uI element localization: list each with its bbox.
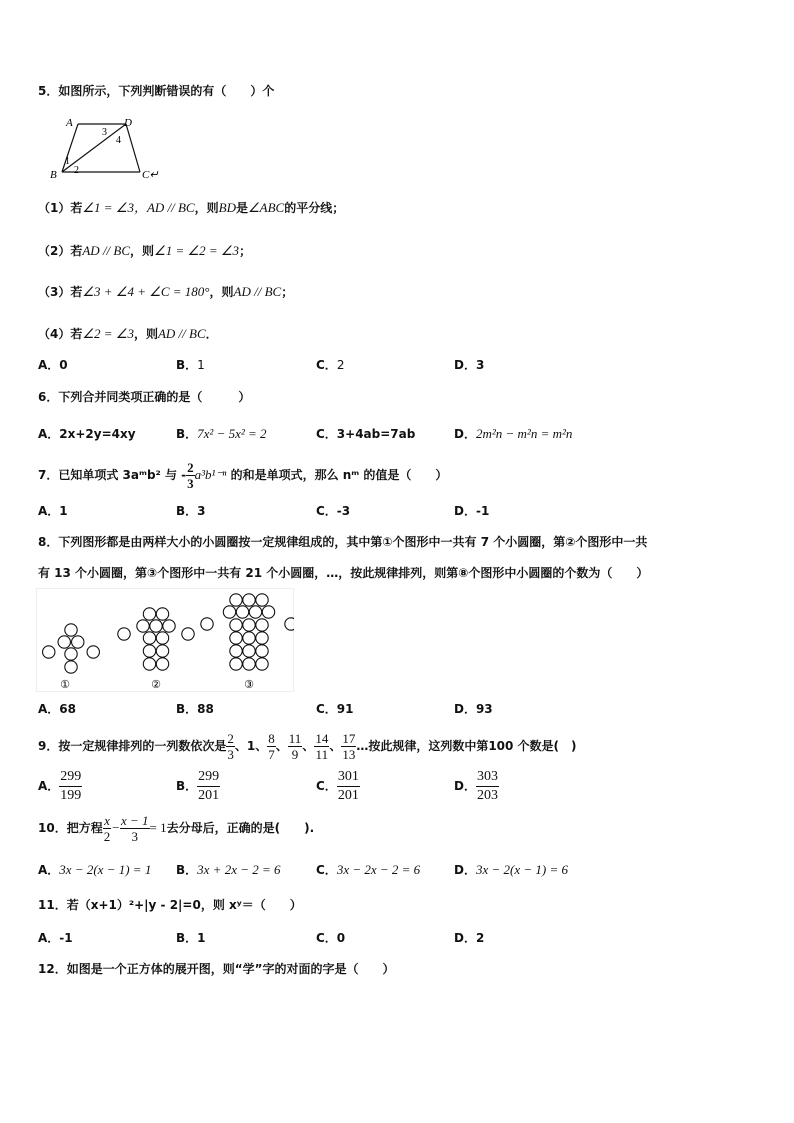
angle-3: 3 (102, 127, 107, 138)
q5-statement-1: （1）若∠1 = ∠3，AD // BC，则BD是∠ABC的平分线； (38, 200, 345, 215)
small-circle (43, 646, 55, 658)
small-circle (58, 636, 70, 648)
q7-option-d[interactable]: D．-1 (454, 504, 490, 518)
q10-option-c[interactable]: C．3x − 2x − 2 = 6 (316, 862, 421, 877)
q8-option-d[interactable]: D．93 (454, 702, 493, 716)
small-circle (230, 658, 242, 670)
figure-label-3: ③ (244, 679, 254, 691)
small-circle (143, 632, 155, 644)
q6-option-b[interactable]: B．7x² − 5x² = 2 (176, 426, 267, 441)
q7-option-b[interactable]: B．3 (176, 504, 206, 518)
q9-term-fraction: $\frac{17}{13}$ (342, 731, 356, 762)
small-circle (118, 628, 130, 640)
small-circle (201, 618, 213, 630)
q5-option-b[interactable]: B．1 (176, 358, 205, 372)
q9-separator: 、 (329, 739, 342, 753)
small-circle (230, 594, 242, 606)
q8-stem-line2: 有 13 个小圆圈，第③个图形中一共有 21 个小圆圈，…，按此规律排列，则第⑧个图形中小圆圈的个数为（ ） (38, 566, 649, 580)
q5-statement-2: （2）若AD // BC，则∠1 = ∠2 = ∠3； (38, 243, 252, 258)
small-circle (150, 620, 162, 632)
small-circle (65, 624, 77, 636)
q8-stem-line1: 8．下列图形都是由两样大小的小圆圈按一定规律组成的，其中第①个图形中一共有 7 个小圆圈，第②个图形中一共 (38, 535, 648, 549)
small-circle (243, 619, 255, 631)
label-C: C↵ (142, 169, 159, 181)
figure-label-1: ① (60, 679, 70, 691)
small-circle (163, 620, 175, 632)
q10-stem: 10．把方程 $\frac{x}{2}$ − $\frac{x - 1}{3}$ = 1去分母后，正确的是( ). (38, 813, 315, 844)
small-circle (230, 619, 242, 631)
q5-statement-4: （4）若∠2 = ∠3，则AD // BC． (38, 326, 218, 341)
small-circle (65, 661, 77, 673)
q9-option-c[interactable]: C． $\frac{301}{201}$ (316, 769, 359, 803)
q8-option-b[interactable]: B．88 (176, 702, 214, 716)
q11-option-b[interactable]: B．1 (176, 931, 206, 945)
small-circle (243, 594, 255, 606)
small-circle (156, 658, 168, 670)
q10-option-a[interactable]: A．3x − 2(x − 1) = 1 (38, 862, 152, 877)
angle-4: 4 (116, 135, 121, 146)
small-circle (65, 648, 77, 660)
small-circle (243, 645, 255, 657)
small-circle (223, 606, 235, 618)
q11-stem: 11．若（x+1）²+|y - 2|=0，则 xʸ＝（ ） (38, 898, 302, 912)
q5-statement-3: （3）若∠3 + ∠4 + ∠C = 180°，则AD // BC； (38, 284, 294, 299)
q11-option-d[interactable]: D．2 (454, 931, 485, 945)
small-circle (256, 658, 268, 670)
q7-stem: 7．已知单项式 3aᵐb² 与 - $\frac{2}{3}$ a³b¹⁻ⁿ 的和是单项式，那么 nᵐ 的值是（ ） (38, 460, 448, 491)
small-circle (230, 632, 242, 644)
q9-option-d[interactable]: D． $\frac{303}{203}$ (454, 769, 498, 803)
q9-term-fraction: $\frac{11}{9}$ (288, 731, 302, 762)
q9-term: 1 (246, 739, 256, 753)
label-D: D (124, 117, 132, 129)
q9-separator: 、 (234, 739, 247, 753)
small-circle (156, 645, 168, 657)
q10-option-d[interactable]: D．3x − 2(x − 1) = 6 (454, 862, 568, 877)
q6-option-d[interactable]: D．2m²n − m²n = m²n (454, 426, 573, 441)
angle-2: 2 (74, 165, 79, 176)
q9-option-b[interactable]: B． $\frac{299}{201}$ (176, 769, 220, 803)
q9-sequence (226, 731, 356, 762)
small-circle (143, 658, 155, 670)
q5-option-a[interactable]: A．0 (38, 358, 68, 372)
q5-option-c[interactable]: C．2 (316, 358, 345, 372)
q7-option-a[interactable]: A．1 (38, 504, 68, 518)
small-circle (137, 620, 149, 632)
q7-option-c[interactable]: C．-3 (316, 504, 351, 518)
small-circle (256, 645, 268, 657)
small-circle (243, 658, 255, 670)
small-circle (243, 632, 255, 644)
small-circle (256, 594, 268, 606)
small-circle (285, 618, 294, 630)
small-circle (87, 646, 99, 658)
small-circle (236, 606, 248, 618)
q10-option-b[interactable]: B．3x + 2x − 2 = 6 (176, 862, 281, 877)
angle-1: 1 (65, 156, 70, 167)
q9-term-fraction: $\frac{14}{11}$ (315, 731, 329, 762)
q9-separator: 、 (275, 739, 288, 753)
small-circle (72, 636, 84, 648)
q6-stem: 6．下列合并同类项正确的是（ ） (38, 390, 251, 404)
small-circle (182, 628, 194, 640)
q9-option-a[interactable]: A． $\frac{299}{199}$ (38, 769, 82, 803)
q6-option-c[interactable]: C．3+4ab=7ab (316, 427, 416, 441)
q9-stem: 9．按一定规律排列的一列数依次是 $\frac{2}{3}$ 、1、 $\frac{8}{7}$ 、 $\frac{11}{9}$ 、 $\frac{14}{11}$ 、 $\frac{17}{13}$ …按此规律，这列数中第100 个数是( ) (38, 731, 577, 762)
q5-trapezoid-figure (44, 116, 174, 182)
small-circle (256, 632, 268, 644)
small-circle (230, 645, 242, 657)
q9-separator: 、 (255, 739, 268, 753)
small-circle (143, 608, 155, 620)
q7-fraction: $\frac{2}{3}$ (187, 460, 194, 491)
small-circle (156, 608, 168, 620)
q9-term-fraction: $\frac{8}{7}$ (268, 731, 275, 762)
small-circle (143, 645, 155, 657)
figure-label-2: ② (151, 679, 161, 691)
q8-option-a[interactable]: A．68 (38, 702, 76, 716)
q9-term-fraction: $\frac{2}{3}$ (227, 731, 234, 762)
label-A: A (66, 117, 73, 129)
q9-separator: 、 (302, 739, 315, 753)
small-circle (156, 632, 168, 644)
q5-option-d[interactable]: D．3 (454, 358, 485, 372)
label-B: B (50, 169, 57, 181)
q5-stem: 5．如图所示，下列判断错误的有（ ）个 (38, 84, 275, 98)
q8-option-c[interactable]: C．91 (316, 702, 354, 716)
q8-circle-pattern-figure (36, 588, 294, 692)
q12-stem: 12．如图是一个正方体的展开图，则“学”字的对面的字是（ ） (38, 962, 395, 976)
small-circle (256, 619, 268, 631)
q6-option-a[interactable]: A．2x+2y=4xy (38, 427, 136, 441)
q11-option-a[interactable]: A．-1 (38, 931, 73, 945)
q11-option-c[interactable]: C．0 (316, 931, 346, 945)
small-circle (249, 606, 261, 618)
small-circle (262, 606, 274, 618)
